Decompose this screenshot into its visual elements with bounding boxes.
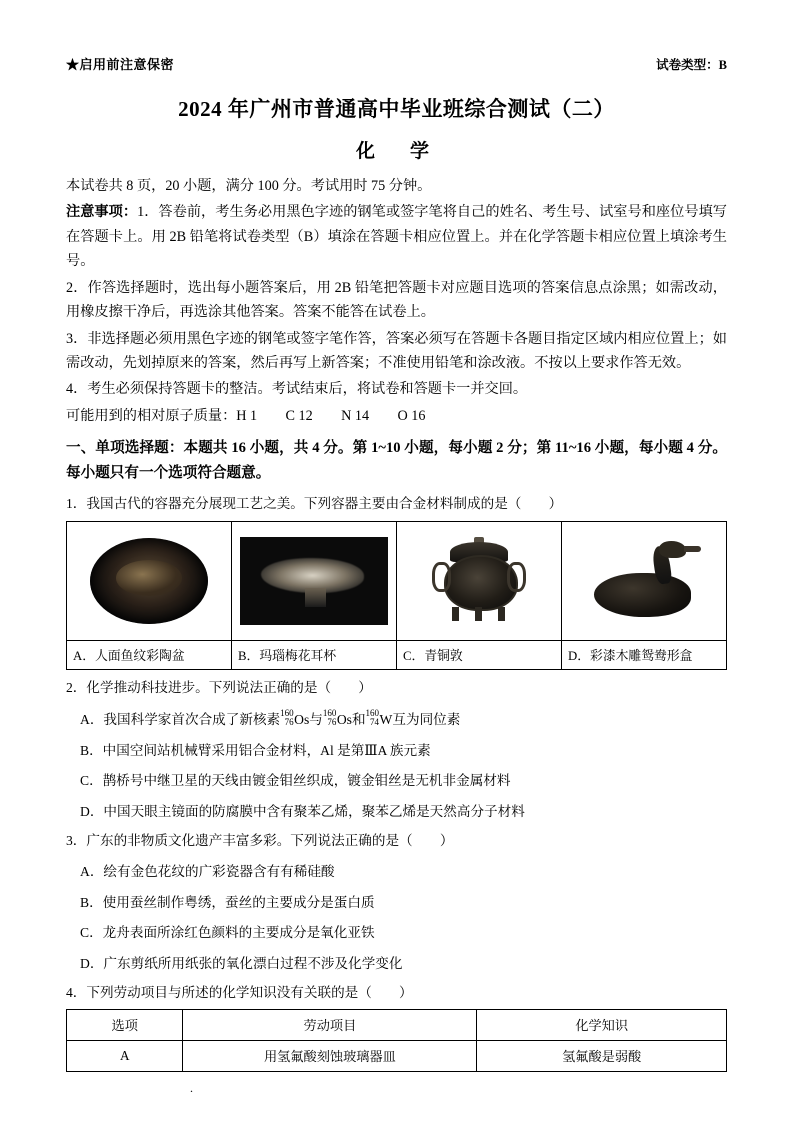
isotope-os160-1 <box>280 709 309 731</box>
option-a-text: 绘有金色花纹的广彩瓷器含有有稀硅酸 <box>103 863 335 879</box>
option-a-label: A． <box>80 863 104 879</box>
artifact-cell-a <box>67 521 232 640</box>
page-footer-mark: . <box>190 1081 193 1095</box>
question-3-option-b <box>66 892 727 914</box>
option-c-label: C． <box>80 925 103 941</box>
question-3-option-d <box>66 953 727 975</box>
notice-label: 注意事项： <box>66 204 138 221</box>
artifact-image-d <box>562 522 726 640</box>
question-4-stem <box>66 982 727 1004</box>
artifact-image-c <box>397 522 561 640</box>
question-3-text: 广东的非物质文化遗产丰富多彩。下列说法正确的是（ ） <box>86 832 454 848</box>
question-3-option-c <box>66 922 727 944</box>
question-2-number: 2． <box>66 679 87 695</box>
question-1-stem <box>66 493 727 515</box>
row-a-chemistry-knowledge: 氢氟酸是弱酸 <box>477 1040 727 1071</box>
artifact-image-b <box>232 522 396 640</box>
column-header-labor-item: 劳动项目 <box>183 1009 477 1040</box>
paper-type-label: 试卷类型：B <box>656 58 727 72</box>
option-c-label: C． <box>80 773 103 789</box>
table-row <box>67 640 727 669</box>
isotope-number-2: 76 <box>327 717 337 728</box>
agate-cup-icon <box>240 537 388 625</box>
intro-text: 本试卷共 8 页，20 小题，满分 100 分。考试用时 75 分钟。 <box>66 178 432 194</box>
option-b-text: 中国空间站机械臂采用铝合金材料，Al 是第ⅢA 族元素 <box>102 742 431 758</box>
option-a-label: A． <box>80 711 104 727</box>
isotope-symbol-3: W <box>379 711 393 727</box>
confidential-notice: ★启用前注意保密 <box>66 57 175 72</box>
option-d-text: 中国天眼主镜面的防腐膜中含有聚苯乙烯，聚苯乙烯是天然高分子材料 <box>103 804 525 820</box>
notice-item-2: 2．作答选择题时，选出每小题答案后，用 2B 铅笔把答题卡对应题目选项的答案信息点涂黑；如需改动，用橡皮擦干净后，再选涂其他答案。答案不能答在试卷上。 <box>66 279 727 321</box>
artifact-caption-d: D．彩漆木雕鸳鸯形盒 <box>562 640 727 669</box>
isotope-mass-1: 160 <box>280 707 294 718</box>
option-b-label: B． <box>80 894 103 910</box>
option-a-prefix: 我国科学家首次合成了新核素 <box>103 711 281 727</box>
table-row <box>67 521 727 640</box>
artifact-caption-a: A．人面鱼纹彩陶盆 <box>67 640 232 669</box>
page-header <box>66 0 727 73</box>
artifact-cell-d <box>562 521 727 640</box>
question-2-option-c <box>66 770 727 792</box>
question-2-option-d <box>66 801 727 823</box>
bronze-dui-icon <box>431 535 527 627</box>
question-1-image-table <box>66 521 727 670</box>
artifact-caption-b: B．玛瑙梅花耳杯 <box>232 640 397 669</box>
option-a-mid2: 和 <box>351 711 366 727</box>
table-row <box>67 1040 727 1071</box>
question-2-option-b <box>66 740 727 762</box>
artifact-cell-b <box>232 521 397 640</box>
question-3-option-a <box>66 861 727 883</box>
notice-item-1-text: 1．答卷前，考生务必用黑色字迹的钢笔或签字笔将自己的姓名、考生号、试室号和座位号填写在答题卡上。用 2B 铅笔将试卷类型（B）填涂在答题卡相应位置上。并在化学答题卡相应位置上填涂考生号。 <box>66 204 727 270</box>
column-header-chemistry-knowledge: 化学知识 <box>477 1009 727 1040</box>
question-3-stem <box>66 830 727 852</box>
notice-item-4: 4．考生必须保持答题卡的整洁。考试结束后，将试卷和答题卡一并交回。 <box>66 381 528 398</box>
option-d-label: D． <box>80 804 104 820</box>
isotope-symbol-2: Os <box>336 711 352 727</box>
question-4-number: 4． <box>66 984 87 1000</box>
artifact-cell-c <box>397 521 562 640</box>
question-4-table <box>66 1009 727 1072</box>
column-header-option: 选项 <box>67 1009 183 1040</box>
option-a-mid: 与 <box>309 711 323 727</box>
question-1-text: 我国古代的容器充分展现工艺之美。下列容器主要由合金材料制成的是（ ） <box>86 495 563 511</box>
isotope-os160-2 <box>323 709 352 731</box>
artifact-caption-c: C．青铜敦 <box>397 640 562 669</box>
option-c-text: 鹊桥号中继卫星的天线由镀金钼丝织成，镀金钼丝是无机非金属材料 <box>102 773 511 789</box>
option-b-label: B． <box>80 742 103 758</box>
isotope-mass-3: 160 <box>365 707 380 718</box>
option-d-label: D． <box>80 956 104 972</box>
question-1-number: 1． <box>66 495 87 511</box>
notice-item-1 <box>66 200 727 273</box>
option-d-text: 广东剪纸所用纸张的氧化漂白过程不涉及化学变化 <box>103 956 403 972</box>
isotope-w160 <box>366 709 393 731</box>
option-b-text: 使用蚕丝制作粤绣，蚕丝的主要成分是蛋白质 <box>102 894 375 910</box>
lacquer-duck-box-icon <box>582 540 706 622</box>
option-c-text: 龙舟表面所涂红色颜料的主要成分是氧化亚铁 <box>102 925 375 941</box>
page-title: 2024 年广州市普通高中毕业班综合测试（二） <box>178 97 615 121</box>
question-3-number: 3． <box>66 832 87 848</box>
isotope-mass-2: 160 <box>322 707 337 718</box>
question-2-text: 化学推动科技进步。下列说法正确的是（ ） <box>86 679 372 695</box>
question-4-text: 下列劳动项目与所述的化学知识没有关联的是（ ） <box>86 984 413 1000</box>
table-header-row <box>67 1009 727 1040</box>
section-one-heading: 一、单项选择题：本题共 16 小题，共 4 分。第 1~10 小题，每小题 2 分；第 11~16 小题，每小题 4 分。每小题只有一个选项符合题意。 <box>66 440 727 482</box>
pottery-basin-icon <box>90 538 208 624</box>
row-a-labor-item: 用氢氟酸刻蚀玻璃器皿 <box>183 1040 477 1071</box>
notice-item-3: 3．非选择题必须用黑色字迹的钢笔或签字笔作答，答案必须写在答题卡各题目指定区域内相应位置上；如需改动，先划掉原来的答案，然后再写上新答案；不准使用铅笔和涂改液。不按以上要求作答无效。 <box>66 330 727 371</box>
isotope-number-3: 74 <box>370 717 380 728</box>
subject-title: 化 学 <box>355 141 437 162</box>
option-a-suffix: 互为同位素 <box>392 711 461 727</box>
question-2-stem <box>66 677 727 699</box>
question-2-option-a <box>66 709 727 731</box>
row-a-option: A <box>67 1040 183 1071</box>
isotope-symbol-1: Os <box>294 711 310 727</box>
atomic-mass-note: 可能用到的相对原子质量：H 1 C 12 N 14 O 16 <box>66 407 426 424</box>
artifact-image-a <box>67 522 231 640</box>
isotope-number-1: 76 <box>284 717 294 728</box>
